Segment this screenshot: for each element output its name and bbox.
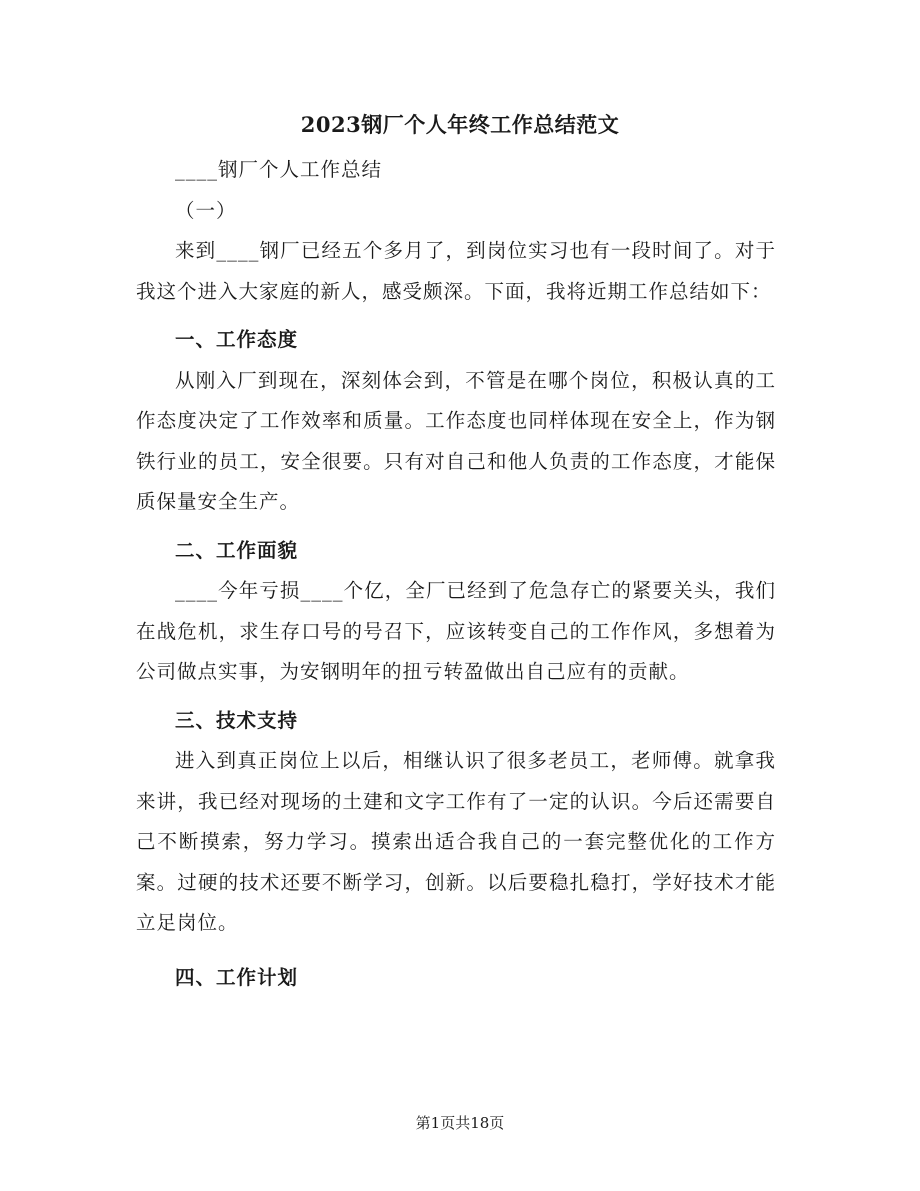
document-title: 2023钢厂个人年终工作总结范文 xyxy=(300,112,620,137)
page-number-footer: 第1页共18页 xyxy=(415,1114,505,1132)
section-heading-tech-support: 三、技术支持 xyxy=(175,708,299,732)
section-mark: （一） xyxy=(175,198,237,222)
section-text-tech-support: 进入到真正岗位上以后，相继认识了很多老员工，老师傅。就拿我来讲，我已经对现场的土建和文字工作有了一定的认识。今后还需要自己不断摸索，努力学习。摸索出适合我自己的一套完整优化的工作方案。过硬的技术还要不断学习，创新。以后要稳扎稳打，学好技术才能立足岗位。 xyxy=(136,749,776,934)
section-text-appearance: ____今年亏损____个亿，全厂已经到了危急存亡的紧要关头，我们在战危机，求生存口号的号召下，应该转变自己的工作作风，多想着为公司做点实事，为安钢明年的扭亏转盈做出自己应有的贡献。 xyxy=(136,579,776,683)
document-body xyxy=(136,150,776,998)
section-heading-attitude: 一、工作态度 xyxy=(175,328,299,351)
intro-paragraph: 来到____钢厂已经五个多月了，到岗位实习也有一段时间了。对于我这个进入大家庭的新人，感受颇深。下面，我将近期工作总结如下： xyxy=(136,239,776,303)
section-heading-appearance: 二、工作面貌 xyxy=(175,538,299,562)
section-text-attitude: 从刚入厂到现在，深刻体会到，不管是在哪个岗位，积极认真的工作态度决定了工作效率和质量。工作态度也同样体现在安全上，作为钢铁行业的员工，安全很要。只有对自己和他人负责的工作态度，才能保质保量安全生产。 xyxy=(136,368,776,513)
document-subtitle: ____钢厂个人工作总结 xyxy=(175,158,383,181)
section-heading-work-plan: 四、工作计划 xyxy=(175,965,299,989)
